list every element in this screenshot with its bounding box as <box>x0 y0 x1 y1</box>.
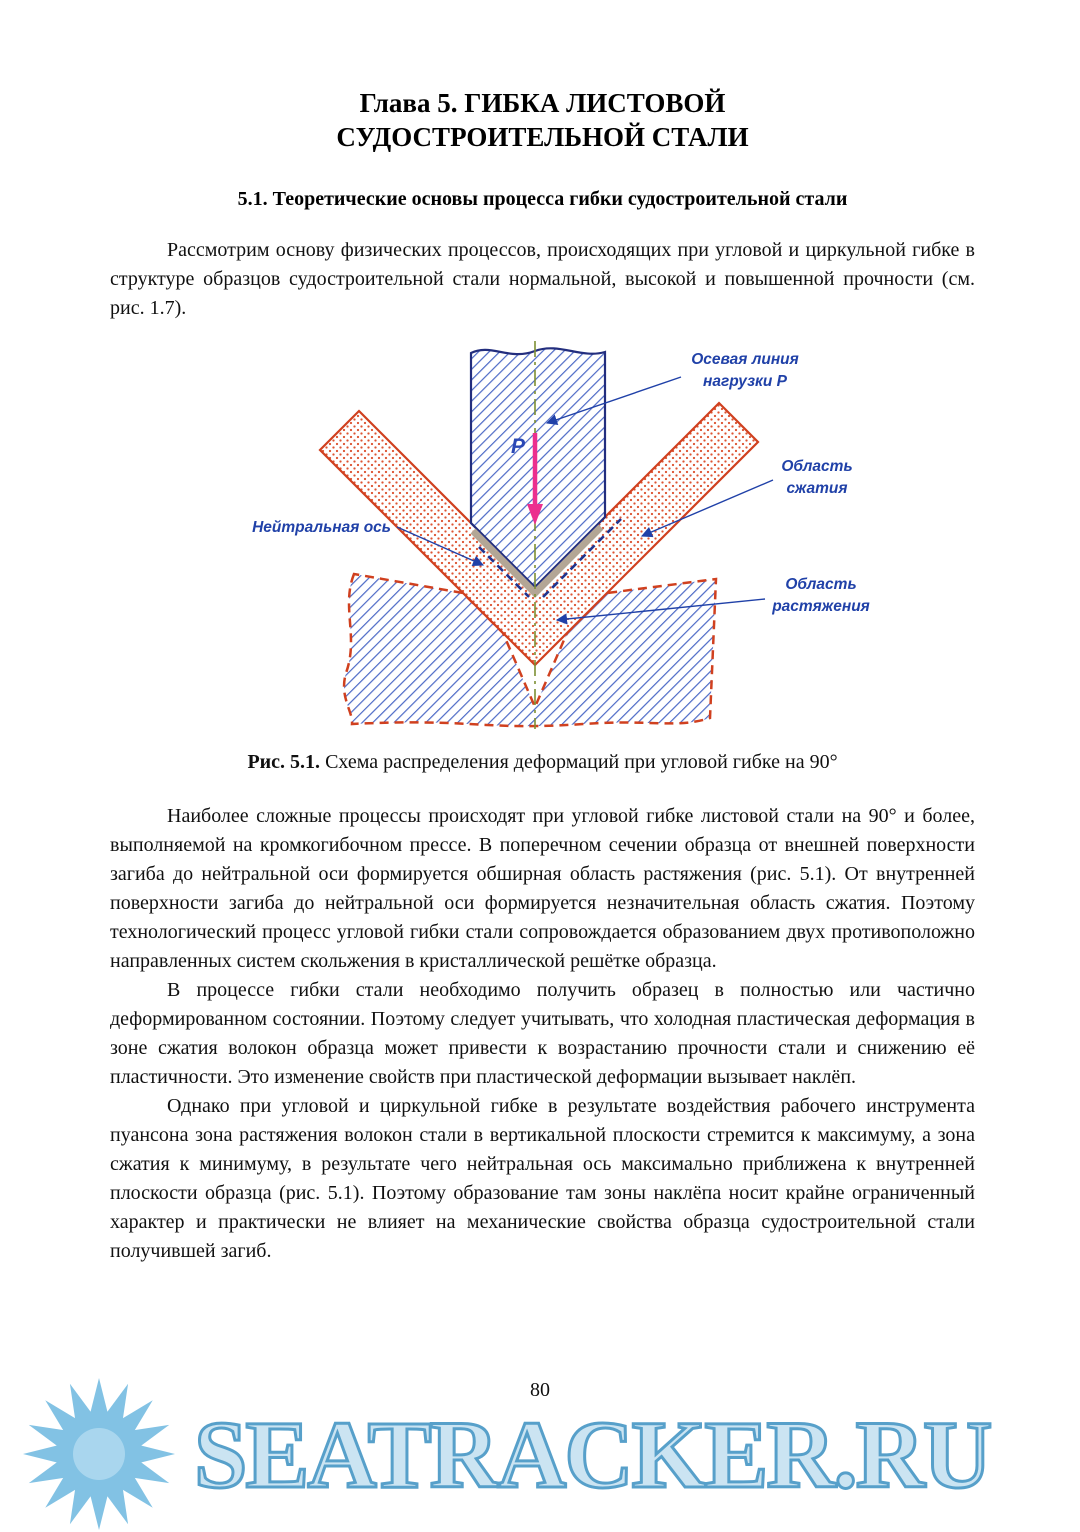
section-heading: 5.1. Теоретические основы процесса гибки судостроительной стали <box>237 188 848 210</box>
axis-label-line2: нагрузки Р <box>702 373 787 390</box>
bending-scheme-svg <box>153 337 933 733</box>
figure-caption-text: Схема распределения деформаций при угловой гибке на 90° <box>320 751 838 773</box>
figure-caption <box>110 748 975 776</box>
tension-label-line1: Область <box>784 576 857 593</box>
tension-label-line2: растяжения <box>771 598 870 615</box>
compression-label-line1: Область <box>780 458 853 475</box>
chapter-title <box>110 86 975 154</box>
compression-label-line2: сжатия <box>785 480 848 497</box>
chapter-title-line1: Глава 5. ГИБКА ЛИСТОВОЙ <box>359 88 726 118</box>
figure-drawing <box>153 337 933 738</box>
figure-5-1 <box>110 337 975 776</box>
paragraph-3: В процессе гибки стали необходимо получить образец в полностью или частично деформированном состоянии. Поэтому следует учитывать, что холодная пластическая деформация в зоне сжатия волокон образца может привести к возрастанию прочности стали и снижению её пластичности. Это изменение свойств при пластической деформации вызывает наклёп. <box>110 979 975 1088</box>
chapter-title-line2: СУДОСТРОИТЕЛЬНОЙ СТАЛИ <box>336 122 749 152</box>
paragraph-4: Однако при угловой и циркульной гибке в результате воздействия рабочего инструмента пуансона зона растяжения волокон стали в вертикальной плоскости стремится к максимуму, а зона сжатия к минимуму, в результате чего нейтральная ось максимально приближена к внутренней плоскости образца (рис. 5.1). Поэтому образование там зоны наклёпа носит крайне ограниченный характер и практически не влияет на механические свойства образца судостроительной стали получившей загиб. <box>110 1095 975 1262</box>
page-number: 80 <box>530 1379 550 1401</box>
paragraph-2: Наиболее сложные процессы происходят при угловой гибке листовой стали на 90° и более, выполняемой на кромкогибочном прессе. В поперечном сечении образца от внешней поверхности загиба до нейтральной оси формируется обширная область растяжения (рис. 5.1). От внутренней поверхности загиба до нейтральной оси формируется незначительная область сжатия. Поэтому технологический процесс угловой гибки стали сопровождается образованием двух противоположно направленных систем скольжения в кристаллической решётке образца. <box>110 805 975 972</box>
figure-caption-label: Рис. 5.1. <box>247 751 321 773</box>
watermark-text: SEATRACKER.RU <box>194 1400 991 1508</box>
force-label: Р <box>510 435 525 458</box>
paragraph-1: Рассмотрим основу физических процессов, происходящих при угловой и циркульной гибке в структуре образцов судостроительной стали нормальной, высокой и повышенной прочности (см. рис. 1.7). <box>110 239 975 319</box>
axis-label-line1: Осевая линия <box>690 351 799 368</box>
neutral-label: Нейтральная ось <box>251 519 391 536</box>
